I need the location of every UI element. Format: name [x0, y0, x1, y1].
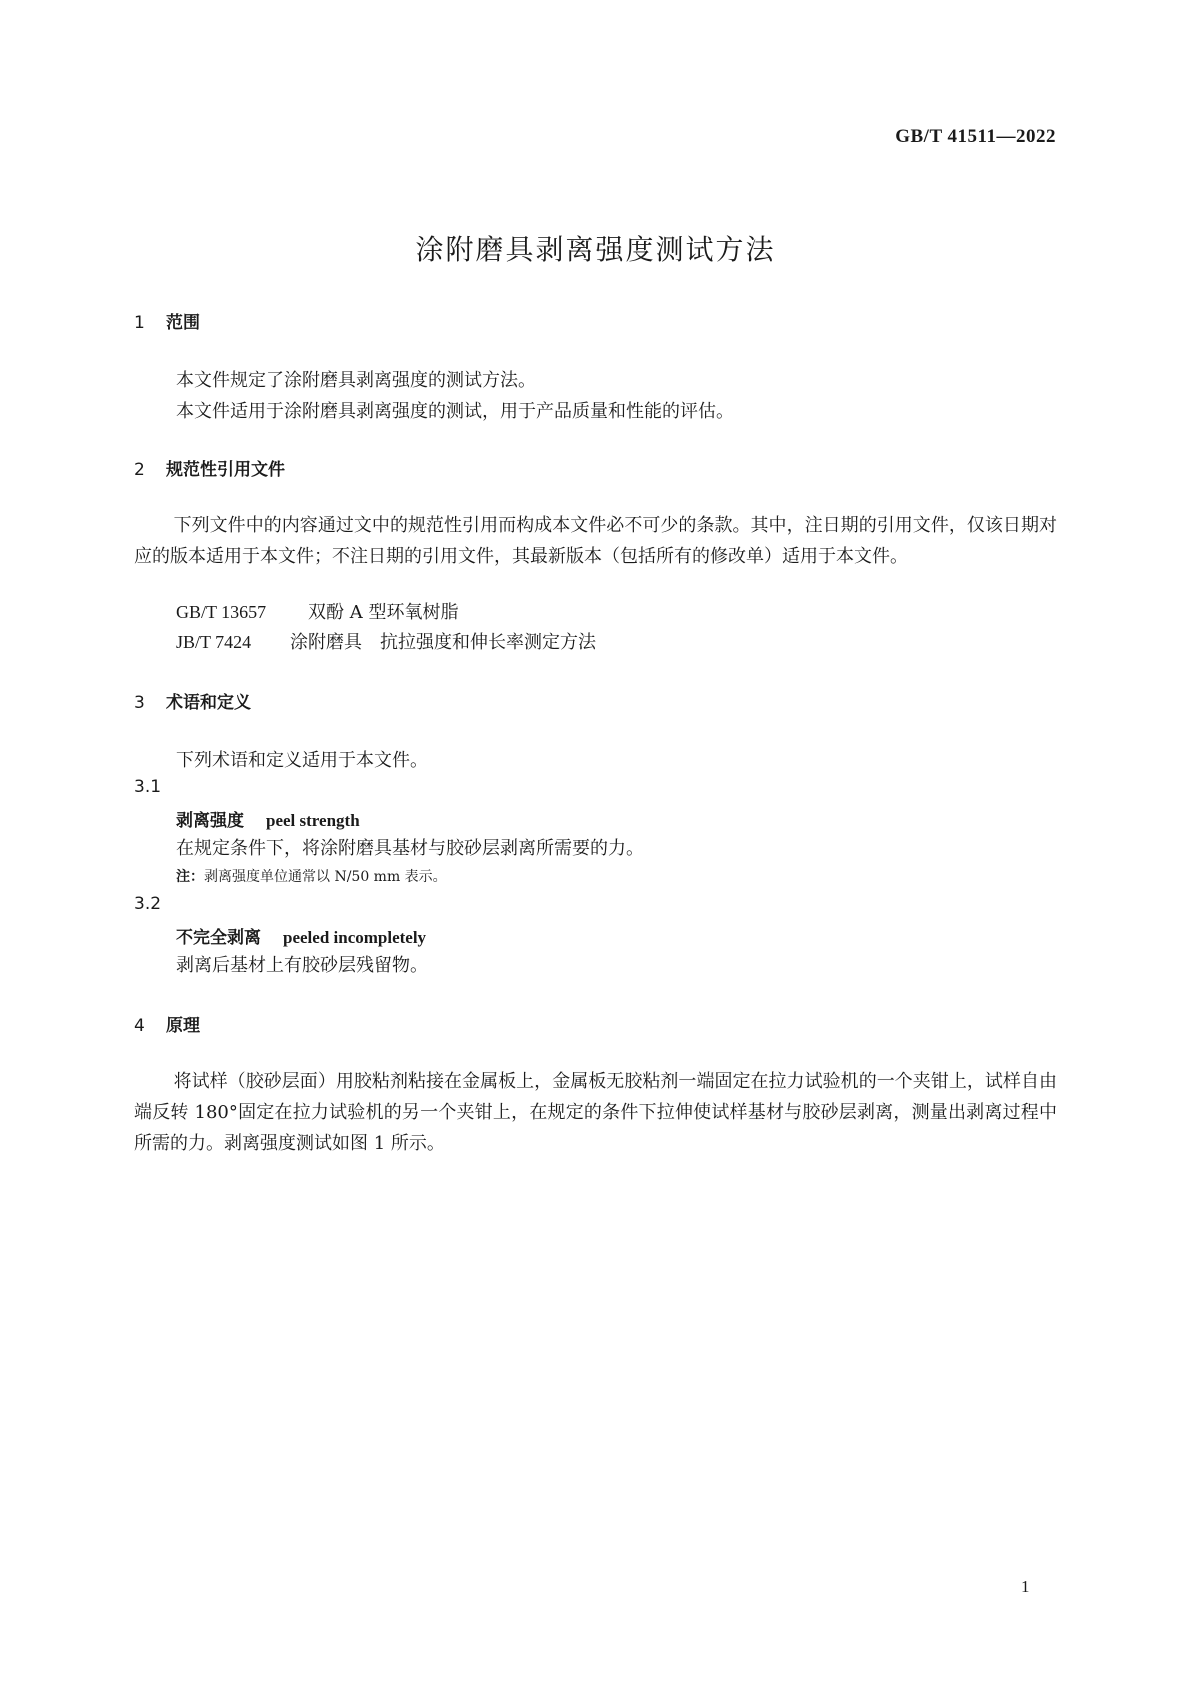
paragraph: 本文件适用于涂附磨具剥离强度的测试，用于产品质量和性能的评估。 [176, 401, 734, 422]
section-title: 术语和定义 [166, 693, 251, 713]
section-number: 2 [134, 460, 145, 480]
note-text: 剥离强度单位通常以 N/50 mm 表示。 [204, 869, 447, 885]
term-note [176, 866, 447, 886]
section-3-heading [134, 688, 251, 713]
term-number: 3.1 [134, 777, 162, 797]
section-number: 1 [134, 313, 145, 333]
section-title: 原理 [166, 1016, 200, 1036]
reference-code: JB/T 7424 [176, 632, 252, 652]
reference-title: 双酚 A 型环氧树脂 [308, 602, 459, 623]
term-heading [176, 923, 426, 948]
term-definition: 剥离后基材上有胶砂层残留物。 [176, 955, 428, 976]
standard-code: GB/T 41511—2022 [895, 126, 1056, 147]
reference-code: GB/T 13657 [176, 602, 267, 622]
paragraph: 下列术语和定义适用于本文件。 [176, 750, 428, 771]
paragraph: 下列文件中的内容通过文中的规范性引用而构成本文件必不可少的条款。其中，注日期的引用文件，仅该日期对应的版本适用于本文件；不注日期的引用文件，其最新版本（包括所有的修改单）适用于本文件。 [134, 515, 1057, 567]
section-number: 3 [134, 693, 145, 713]
paragraph: 本文件规定了涂附磨具剥离强度的测试方法。 [176, 370, 536, 391]
page-number: 1 [1021, 1577, 1030, 1596]
section-title: 范围 [166, 313, 200, 333]
normative-reference [176, 628, 596, 654]
term-number: 3.2 [134, 894, 162, 914]
paragraph: 将试样（胶砂层面）用胶粘剂粘接在金属板上，金属板无胶粘剂一端固定在拉力试验机的一个夹钳上，试样自由端反转 180°固定在拉力试验机的另一个夹钳上，在规定的条件下拉伸使试样基材与胶砂层剥离，测量出剥离过程中所需的力。剥离强度测试如图 1 所示。 [134, 1071, 1057, 1154]
term-heading [176, 806, 360, 831]
reference-title: 涂附磨具 抗拉强度和伸长率测定方法 [290, 632, 596, 653]
term-en: peel strength [266, 811, 360, 830]
normative-reference [176, 598, 458, 624]
section-title: 规范性引用文件 [166, 460, 285, 480]
term-definition: 在规定条件下，将涂附磨具基材与胶砂层剥离所需要的力。 [176, 838, 644, 859]
section-4-heading [134, 1011, 200, 1036]
note-label: 注： [176, 869, 204, 885]
term-zh: 不完全剥离 [176, 928, 261, 948]
document-title: 涂附磨具剥离强度测试方法 [415, 233, 776, 266]
section-1-heading [134, 308, 200, 333]
term-zh: 剥离强度 [176, 811, 244, 831]
term-en: peeled incompletely [283, 928, 427, 947]
section-2-heading [134, 455, 285, 480]
section-number: 4 [134, 1016, 145, 1036]
